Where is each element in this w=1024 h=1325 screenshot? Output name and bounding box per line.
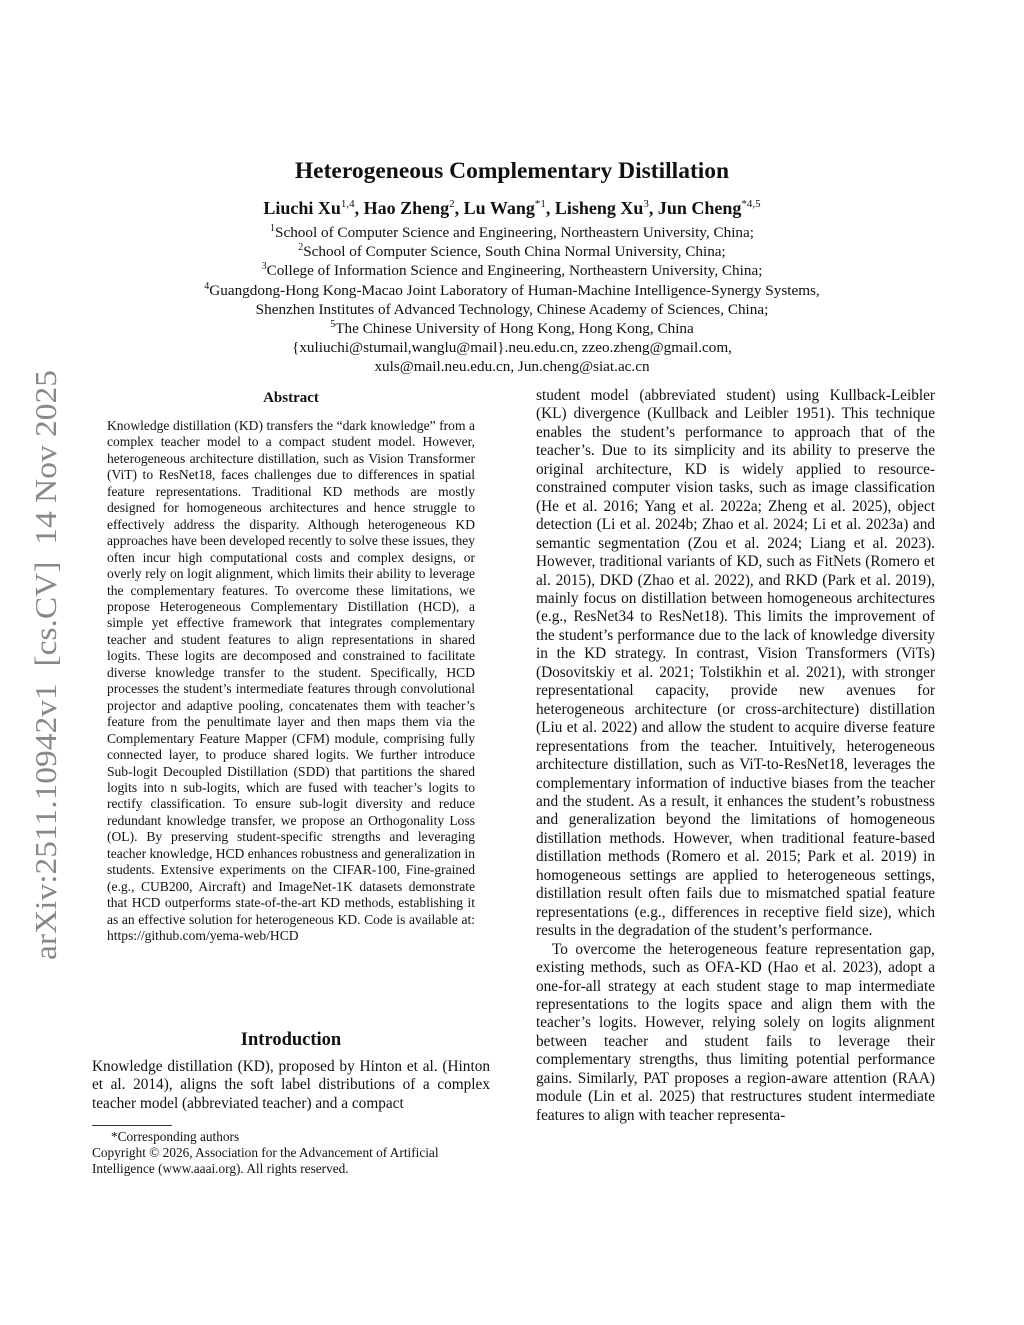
affiliation-text: The Chinese University of Hong Kong, Hong Kong, China xyxy=(335,320,694,338)
affiliation-text: School of Computer Science, South China Normal University, China; xyxy=(303,243,726,261)
author-name: Lu Wang xyxy=(463,198,535,218)
affiliation-line xyxy=(0,223,1024,242)
affiliation-text: Shenzhen Institutes of Advanced Technology, Chinese Academy of Sciences, China; xyxy=(255,300,769,318)
affiliation-list xyxy=(0,223,1024,377)
author-separator: , xyxy=(354,198,364,218)
author-separator: , xyxy=(648,198,658,218)
affiliation-line xyxy=(0,357,1024,376)
affiliation-text: School of Computer Science and Engineering, Northeastern University, China; xyxy=(275,224,754,241)
footnote-rule xyxy=(92,1125,172,1126)
paper-title: Heterogeneous Complementary Distillation xyxy=(294,158,730,184)
author-name: Lisheng Xu xyxy=(554,198,644,218)
author-name: Hao Zheng xyxy=(363,198,450,218)
introduction-paragraph: Knowledge distillation (KD), proposed by Hinton et al. (Hinton et al. 2014), aligns the soft label distributions of a complex teacher model (abbreviated teacher) and a compact xyxy=(92,1058,490,1112)
affiliation-text: College of Information Science and Engineering, Northeastern University, China; xyxy=(266,262,763,280)
affiliation-text: xuls@mail.neu.edu.cn, Jun.cheng@siat.ac.cn xyxy=(374,358,650,376)
right-paragraph-2: To overcome the heterogeneous feature representation gap, existing methods, such as OFA-KD (Hao et al. 2023), adopt a one-for-all strategy at each student stage to map intermediate representations to the logits space and align them with the teacher’s logits. However, relying solely on logits alignment between teacher and student fails to leverage their complementary strengths, thus limiting potential performance gains. Similarly, PAT proposes a region-aware attention (RAA) module (Lin et al. 2025) that restructures student intermediate features to align with teacher representa- xyxy=(536,940,935,1124)
abstract-heading: Abstract xyxy=(263,390,319,406)
arxiv-stamp-text: arXiv:2511.10942v1 [cs.CV] 14 Nov 2025 xyxy=(28,413,63,960)
affiliation-mark: 3 xyxy=(261,261,267,273)
affiliation-text: Guangdong-Hong Kong-Macao Joint Laboratory of Human-Machine Intelligence-Synergy Systems, xyxy=(209,281,820,299)
affiliation-mark: 1 xyxy=(270,222,275,234)
affiliation-mark: 4 xyxy=(204,280,210,292)
footnote xyxy=(92,1129,490,1178)
arxiv-stamp xyxy=(14,360,68,980)
author-list xyxy=(0,198,1024,219)
author-name: Jun Cheng xyxy=(657,198,742,218)
author-affiliation-mark: *4,5 xyxy=(741,198,761,210)
arxiv-stamp-svg xyxy=(14,360,68,980)
affiliation-line xyxy=(0,242,1024,261)
author-affiliation-mark: 2 xyxy=(449,198,455,210)
affiliation-mark: 2 xyxy=(298,242,304,254)
author-separator: , xyxy=(545,198,555,218)
affiliation-line xyxy=(0,261,1024,280)
author-affiliation-mark: 3 xyxy=(643,198,649,210)
footnote-copyright: Copyright © 2026, Association for the Advancement of Artificial Intelligence (www.aaai.org). All rights reserved. xyxy=(92,1145,439,1177)
author-affiliation-mark: *1 xyxy=(534,198,546,210)
affiliation-line xyxy=(0,281,1024,300)
affiliation-line xyxy=(0,300,1024,319)
author-separator: , xyxy=(454,198,464,218)
author-affiliation-mark: 1,4 xyxy=(340,198,355,210)
affiliation-text: {xuliuchi@stumail,wanglu@mail}.neu.edu.cn, zzeo.zheng@gmail.com, xyxy=(292,339,732,357)
right-paragraph-1: student model (abbreviated student) using Kullback-Leibler (KL) divergence (Kullback and Leibler 1951). This technique enables the student’s performance to approach that of the teacher’s. Due to its simplicity and its ability to preserve the original architecture, KD is widely applied to resource-constrained computer vision tasks, such as image classification (He et al. 2016; Yang et al. 2022a; Zheng et al. 2025), object detection (Li et al. 2024b; Zhao et al. 2024; Li et al. 2023a) and semantic segmentation (Zou et al. 2024; Liang et al. 2023). However, traditional variants of KD, such as FitNets (Romero et al. 2015), DKD (Zhao et al. 2022), and RKD (Park et al. 2019), mainly focus on distillation between homogeneous architectures (e.g., ResNet34 to ResNet18). This limits the improvement of the student’s performance due to the lack of knowledge diversity in the KD strategy. In contrast, Vision Transformers (ViTs) (Dosovitskiy et al. 2021; Tolstikhin et al. 2021), with stronger representational capacity, provide new avenues for heterogeneous architecture (or cross-architecture) distillation (Liu et al. 2022) and allow the student to acquire diverse feature representations from the teacher. Intuitively, heterogeneous architecture distillation, such as ViT-to-ResNet18, leverages the complementary information of inductive biases from the teacher and the student. As a result, it enhances the student’s robustness and generalization beyond the limitations of homogeneous distillation methods. However, when traditional feature-based distillation methods (Romero et al. 2015; Park et al. 2019) in homogeneous settings are applied to heterogeneous settings, distillation result often fails due to mismatched spatial feature representations (e.g., differences in receptive field size), which results in the degradation of the student’s performance. xyxy=(536,387,935,940)
footnote-corresponding: *Corresponding authors xyxy=(111,1129,240,1144)
affiliation-line xyxy=(0,338,1024,357)
abstract-body: Knowledge distillation (KD) transfers the “dark knowledge” from a complex teacher model to a compact student model. However, heterogeneous architecture distillation, such as Vision Transformer (ViT) to ResNet18, faces challenges due to differences in spatial feature representations. Traditional KD methods are mostly designed for homogeneous architectures and hence struggle to effectively address the disparity. Although heterogeneous KD approaches have been developed recently to solve these issues, they often incur high computational costs and complex designs, or overly rely on logit alignment, which limits their ability to leverage the complementary features. To overcome these limitations, we propose Heterogeneous Complementary Distillation (HCD), a simple yet effective framework that integrates complementary teacher and student features to align representations in shared logits. These logits are decomposed and constrained to facilitate diverse knowledge transfer to the student. Specifically, HCD processes the student’s intermediate features through convolutional projector and adaptive pooling, concatenates them with teacher’s feature from the penultimate layer and then maps them via the Complementary Feature Mapper (CFM) module, comprising fully connected layer, to produce shared logits. We further introduce Sub-logit Decoupled Distillation (SDD) that partitions the shared logits into n sub-logits, which are fused with teacher’s logits to rectify classification. To ensure sub-logit diversity and reduce redundant knowledge transfer, we propose an Orthogonality Loss (OL). By preserving student-specific strengths and leveraging teacher knowledge, HCD enhances robustness and generalization in students. Extensive experiments on the CIFAR-100, Fine-grained (e.g., CUB200, Aircraft) and ImageNet-1K datasets demonstrate that HCD outperforms state-of-the-art KD methods, establishing it as an effective solution for heterogeneous KD. Code is available at: https://github.com/yema-web/HCD xyxy=(107,418,475,944)
introduction-heading: Introduction xyxy=(240,1030,342,1050)
affiliation-line xyxy=(0,319,1024,338)
author-name: Liuchi Xu xyxy=(263,198,341,218)
affiliation-mark: 5 xyxy=(330,318,336,330)
right-column xyxy=(536,387,935,1125)
